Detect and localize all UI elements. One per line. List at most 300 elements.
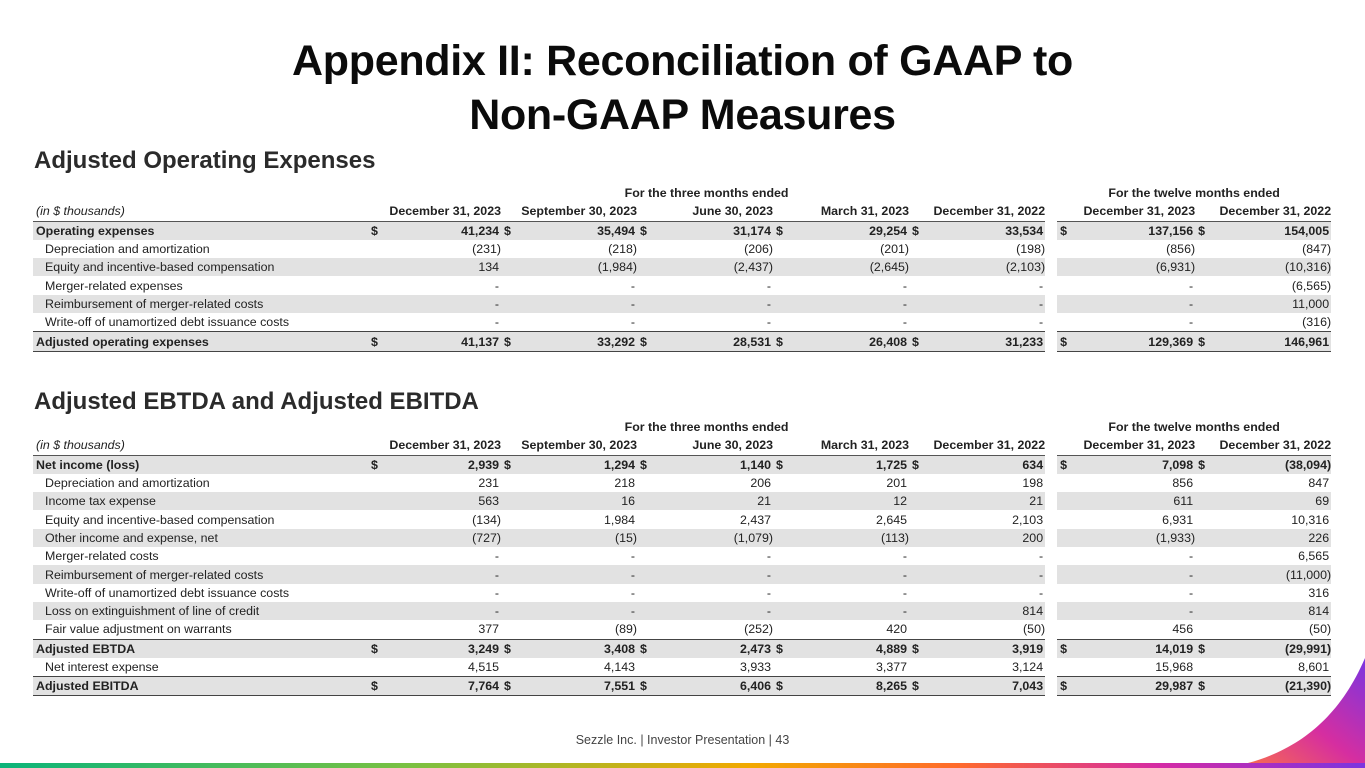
column-header: June 30, 2023 [637, 436, 773, 455]
currency-symbol [773, 547, 787, 565]
cell-value: - [923, 565, 1045, 583]
currency-symbol [1195, 658, 1213, 677]
currency-symbol [501, 492, 515, 510]
table-row [33, 455, 1331, 474]
cell-value: - [1075, 565, 1195, 583]
cell-value: 2,103 [1012, 512, 1044, 527]
cell-value: (6,565) [1291, 278, 1332, 293]
currency-symbol: $ [368, 455, 382, 474]
cell-value: (2,437) [651, 258, 773, 276]
cell-value: 137,156 [1075, 221, 1195, 240]
currency-symbol [773, 258, 787, 276]
cell-value: - [515, 602, 637, 620]
cell-value: - [1038, 278, 1044, 293]
currency-symbol [501, 565, 515, 583]
cell-value: (1,079) [651, 529, 773, 547]
cell-value: - [766, 278, 771, 293]
cell-value: - [1188, 549, 1194, 564]
row-label: Adjusted operating expenses [33, 332, 368, 351]
cell-value: 2,939 [382, 455, 501, 474]
currency-symbol [1195, 620, 1213, 639]
currency-symbol [909, 565, 923, 583]
row-label: Reimbursement of merger-related costs [33, 565, 368, 583]
currency-symbol [637, 565, 651, 583]
currency-symbol [1195, 258, 1213, 276]
cell-value: (218) [608, 242, 637, 257]
cell-value: 16 [515, 492, 637, 510]
currency-symbol: $ [1057, 677, 1075, 696]
currency-symbol: $ [773, 677, 787, 696]
cell-value: 316 [1308, 585, 1330, 600]
row-label: Other income and expense, net [33, 529, 368, 547]
opex-section-title: Adjusted Operating Expenses [34, 147, 376, 174]
currency-symbol [637, 529, 651, 547]
table-row [33, 510, 1331, 528]
currency-symbol [773, 565, 787, 583]
currency-symbol [1057, 276, 1075, 294]
group-header-row [33, 184, 1331, 202]
column-gap [1045, 547, 1057, 565]
currency-symbol [368, 240, 382, 258]
currency-symbol: $ [1195, 639, 1213, 658]
cell-value: 41,234 [382, 221, 501, 240]
cell-value: 33,292 [515, 332, 637, 351]
column-gap [1045, 221, 1057, 240]
currency-symbol [909, 547, 923, 565]
currency-symbol [637, 602, 651, 620]
currency-symbol [909, 492, 923, 510]
row-label: Reimbursement of merger-related costs [33, 295, 368, 313]
currency-symbol [368, 584, 382, 602]
cell-value: - [515, 295, 637, 313]
cell-value: 420 [886, 622, 907, 637]
currency-symbol [501, 584, 515, 602]
cell-value: 154,005 [1213, 221, 1331, 240]
currency-symbol: $ [1195, 455, 1213, 474]
currency-symbol [1057, 474, 1075, 492]
cell-value: 814 [1213, 602, 1331, 620]
cell-value: 377 [478, 622, 499, 637]
row-label: Loss on extinguishment of line of credit [33, 602, 368, 620]
currency-symbol [368, 565, 382, 583]
cell-value: 8,601 [1298, 660, 1330, 674]
cell-value: 814 [923, 602, 1045, 620]
cell-value: (856) [1166, 242, 1196, 257]
currency-symbol [1057, 620, 1075, 639]
cell-value: (38,094) [1213, 455, 1331, 474]
cell-value: - [651, 565, 773, 583]
cell-value: - [902, 549, 907, 564]
currency-symbol [1195, 276, 1213, 294]
currency-symbol: $ [368, 221, 382, 240]
cell-value: 198 [1022, 476, 1044, 491]
cell-value: (2,103) [923, 258, 1045, 276]
column-gap [1045, 184, 1057, 202]
currency-symbol [1057, 258, 1075, 276]
currency-symbol [1057, 547, 1075, 565]
cell-value: 33,534 [923, 221, 1045, 240]
currency-symbol [1057, 565, 1075, 583]
row-label: Adjusted EBTDA [33, 639, 368, 658]
cell-value: 12 [787, 492, 909, 510]
currency-symbol [637, 313, 651, 332]
column-header: December 31, 2023 [368, 202, 501, 221]
cell-value: - [1075, 602, 1195, 620]
currency-symbol: $ [501, 332, 515, 351]
currency-symbol: $ [909, 677, 923, 696]
cell-value: 26,408 [787, 332, 909, 351]
row-label: Depreciation and amortization [45, 242, 210, 257]
column-header: June 30, 2023 [637, 202, 773, 221]
group-three-months: For the three months ended [624, 186, 789, 201]
cell-value: - [923, 295, 1045, 313]
cell-value: (10,316) [1213, 258, 1331, 276]
currency-symbol: $ [909, 639, 923, 658]
title-line-1: Appendix II: Reconciliation of GAAP to [292, 37, 1073, 85]
brand-swoosh-graphic [1225, 658, 1365, 768]
cell-value: 2,437 [739, 512, 771, 527]
cell-value: 7,764 [382, 677, 501, 696]
table-row [33, 584, 1331, 602]
currency-symbol: $ [501, 455, 515, 474]
column-gap [1045, 565, 1057, 583]
currency-symbol [909, 240, 923, 258]
row-label: Operating expenses [33, 221, 368, 240]
cell-value: 634 [923, 455, 1045, 474]
column-header: December 31, 2022 [1195, 436, 1331, 455]
group-header-row [33, 418, 1331, 436]
bottom-gradient-bar [0, 763, 1365, 768]
table-row [33, 547, 1331, 565]
column-gap [1045, 418, 1057, 436]
cell-value: 1,294 [515, 455, 637, 474]
currency-symbol [773, 313, 787, 332]
column-header: December 31, 2022 [909, 436, 1045, 455]
currency-symbol [637, 658, 651, 677]
currency-symbol [501, 474, 515, 492]
currency-symbol: $ [773, 332, 787, 351]
table-row [33, 332, 1331, 351]
cell-value: 1,140 [651, 455, 773, 474]
currency-symbol [637, 240, 651, 258]
cell-value: 3,249 [382, 639, 501, 658]
currency-symbol [1057, 602, 1075, 620]
ebitda-section-title: Adjusted EBTDA and Adjusted EBITDA [34, 388, 479, 415]
column-header-row [33, 436, 1331, 455]
currency-symbol [501, 313, 515, 332]
cell-value: 6,931 [1162, 512, 1194, 527]
currency-symbol: $ [909, 455, 923, 474]
currency-symbol [1195, 584, 1213, 602]
cell-value: 563 [382, 492, 501, 510]
currency-symbol [909, 658, 923, 677]
currency-symbol [368, 313, 382, 332]
cell-value: 129,369 [1075, 332, 1195, 351]
cell-value: - [494, 549, 499, 564]
cell-value: - [787, 295, 909, 313]
row-label: Equity and incentive-based compensation [45, 512, 275, 527]
currency-symbol [1195, 529, 1213, 547]
currency-symbol: $ [637, 332, 651, 351]
column-header-row [33, 202, 1331, 221]
cell-value: (11,000) [1213, 565, 1331, 583]
currency-symbol [501, 658, 515, 677]
cell-value: (113) [787, 529, 909, 547]
currency-symbol: $ [368, 677, 382, 696]
cell-value: - [630, 315, 635, 330]
currency-symbol: $ [637, 677, 651, 696]
column-header: September 30, 2023 [501, 202, 637, 221]
cell-value: 15,968 [1155, 660, 1194, 674]
column-gap [1045, 529, 1057, 547]
currency-symbol: $ [637, 639, 651, 658]
cell-value: 21 [923, 492, 1045, 510]
currency-symbol [637, 620, 651, 639]
currency-symbol [773, 658, 787, 677]
footer-text: Sezzle Inc. | Investor Presentation | 43 [575, 733, 790, 747]
currency-symbol [501, 602, 515, 620]
cell-value: 41,137 [382, 332, 501, 351]
cell-value: (847) [1302, 242, 1332, 257]
cell-value: 611 [1075, 492, 1195, 510]
currency-symbol [368, 492, 382, 510]
currency-symbol [1195, 474, 1213, 492]
currency-symbol [637, 474, 651, 492]
table-row [33, 677, 1331, 696]
cell-value: 1,984 [603, 512, 635, 527]
cell-value: - [787, 565, 909, 583]
cell-value: (206) [744, 242, 773, 257]
cell-value: 4,889 [787, 639, 909, 658]
cell-value: - [902, 278, 907, 293]
currency-symbol [773, 620, 787, 639]
column-gap [1045, 295, 1057, 313]
column-header: December 31, 2023 [1057, 202, 1195, 221]
cell-value: 69 [1213, 492, 1331, 510]
cell-value: (1,933) [1075, 529, 1195, 547]
cell-value: - [766, 315, 771, 330]
currency-symbol [637, 510, 651, 528]
currency-symbol [368, 474, 382, 492]
cell-value: 206 [750, 476, 771, 491]
currency-symbol [368, 547, 382, 565]
cell-value: - [651, 602, 773, 620]
column-gap [1045, 313, 1057, 332]
currency-symbol [909, 584, 923, 602]
column-header: March 31, 2023 [773, 436, 909, 455]
cell-value: 1,725 [787, 455, 909, 474]
table-row [33, 221, 1331, 240]
currency-symbol [909, 295, 923, 313]
cell-value: 29,254 [787, 221, 909, 240]
currency-symbol [773, 492, 787, 510]
currency-symbol [501, 276, 515, 294]
cell-value: 3,124 [1012, 660, 1044, 674]
cell-value: (1,984) [515, 258, 637, 276]
cell-value: 2,645 [875, 512, 907, 527]
currency-symbol [501, 258, 515, 276]
currency-symbol [368, 295, 382, 313]
currency-symbol [773, 295, 787, 313]
column-gap [1045, 276, 1057, 294]
currency-symbol [1057, 295, 1075, 313]
cell-value: 6,406 [651, 677, 773, 696]
cell-value: 3,933 [739, 660, 771, 674]
cell-value: (134) [472, 512, 501, 527]
cell-value: 7,043 [923, 677, 1045, 696]
cell-value: (201) [880, 242, 909, 257]
cell-value: 200 [923, 529, 1045, 547]
table-row [33, 492, 1331, 510]
cell-value: 31,174 [651, 221, 773, 240]
currency-symbol: $ [1057, 221, 1075, 240]
cell-value: 226 [1213, 529, 1331, 547]
currency-symbol [637, 547, 651, 565]
column-gap [1045, 510, 1057, 528]
cell-value: - [902, 585, 907, 600]
cell-value: - [651, 295, 773, 313]
currency-symbol [501, 547, 515, 565]
column-header: December 31, 2022 [909, 202, 1045, 221]
currency-symbol [773, 602, 787, 620]
currency-symbol: $ [1195, 332, 1213, 351]
title-line-2: Non-GAAP Measures [469, 91, 896, 139]
cell-value: (198) [1016, 242, 1046, 257]
currency-symbol [501, 240, 515, 258]
cell-value: - [766, 585, 771, 600]
currency-symbol [1057, 510, 1075, 528]
cell-value: - [630, 549, 635, 564]
group-twelve-months: For the twelve months ended [1108, 420, 1280, 435]
currency-symbol: $ [773, 639, 787, 658]
currency-symbol: $ [501, 221, 515, 240]
cell-value: - [1038, 549, 1044, 564]
currency-symbol: $ [368, 639, 382, 658]
table-row [33, 658, 1331, 677]
column-gap [1045, 602, 1057, 620]
currency-symbol [368, 258, 382, 276]
currency-symbol [637, 584, 651, 602]
column-gap [1045, 677, 1057, 696]
cell-value: (15) [515, 529, 637, 547]
cell-value: - [515, 565, 637, 583]
currency-symbol [501, 620, 515, 639]
table-row [33, 258, 1331, 276]
currency-symbol [1057, 584, 1075, 602]
cell-value: - [1188, 585, 1194, 600]
cell-value: 218 [614, 476, 635, 491]
currency-symbol: $ [1195, 221, 1213, 240]
cell-value: (50) [1309, 622, 1332, 637]
cell-value: (252) [744, 622, 773, 637]
column-gap [1045, 455, 1057, 474]
column-header: December 31, 2023 [1057, 436, 1195, 455]
column-gap [1045, 436, 1057, 455]
cell-value: 3,377 [875, 660, 907, 674]
table-row [33, 474, 1331, 492]
currency-symbol: $ [637, 455, 651, 474]
row-label: Merger-related costs [45, 549, 159, 564]
currency-symbol [1195, 565, 1213, 583]
cell-value: - [902, 315, 907, 330]
ebitda-table [33, 418, 1331, 696]
column-header: September 30, 2023 [501, 436, 637, 455]
currency-symbol [637, 258, 651, 276]
cell-value: - [630, 585, 635, 600]
cell-value: 146,961 [1213, 332, 1331, 351]
page-title [0, 34, 1365, 142]
column-gap [1045, 332, 1057, 351]
row-label: Merger-related expenses [45, 278, 183, 293]
currency-symbol [909, 602, 923, 620]
table-row [33, 639, 1331, 658]
currency-symbol [773, 584, 787, 602]
cell-value: - [766, 549, 771, 564]
cell-value: - [1038, 585, 1044, 600]
column-gap [1045, 584, 1057, 602]
cell-value: 4,515 [467, 660, 499, 674]
currency-symbol [1057, 492, 1075, 510]
cell-value: - [787, 602, 909, 620]
column-gap [1045, 658, 1057, 677]
currency-symbol [1195, 510, 1213, 528]
cell-value: 2,473 [651, 639, 773, 658]
currency-symbol [637, 276, 651, 294]
currency-symbol [773, 240, 787, 258]
currency-symbol [909, 313, 923, 332]
currency-symbol: $ [501, 639, 515, 658]
cell-value: 847 [1308, 476, 1330, 491]
cell-value: (2,645) [787, 258, 909, 276]
cell-value: 7,098 [1075, 455, 1195, 474]
cell-value: 231 [478, 476, 499, 491]
cell-value: (316) [1302, 315, 1332, 330]
row-label: Net interest expense [45, 660, 159, 674]
cell-value: (89) [614, 622, 637, 637]
currency-symbol [909, 474, 923, 492]
currency-symbol [1057, 313, 1075, 332]
currency-symbol [368, 602, 382, 620]
cell-value: 134 [382, 258, 501, 276]
currency-symbol: $ [909, 332, 923, 351]
cell-value: - [382, 565, 501, 583]
currency-symbol [773, 474, 787, 492]
cell-value: (50) [1023, 622, 1046, 637]
currency-symbol: $ [1057, 332, 1075, 351]
row-label: Write-off of unamortized debt issuance costs [45, 585, 290, 600]
cell-value: (29,991) [1213, 639, 1331, 658]
currency-symbol: $ [1195, 677, 1213, 696]
currency-symbol [501, 529, 515, 547]
column-header: March 31, 2023 [773, 202, 909, 221]
cell-value: 11,000 [1213, 295, 1331, 313]
currency-symbol [637, 492, 651, 510]
row-label: Fair value adjustment on warrants [45, 622, 232, 637]
cell-value: 456 [1172, 622, 1194, 637]
cell-value: 856 [1172, 476, 1194, 491]
cell-value: 31,233 [923, 332, 1045, 351]
currency-symbol: $ [1057, 639, 1075, 658]
cell-value: (727) [382, 529, 501, 547]
currency-symbol [909, 258, 923, 276]
column-gap [1045, 492, 1057, 510]
table-row [33, 602, 1331, 620]
column-gap [1045, 240, 1057, 258]
opex-table [33, 184, 1331, 352]
currency-symbol [1195, 602, 1213, 620]
currency-symbol [1195, 313, 1213, 332]
currency-symbol [368, 620, 382, 639]
